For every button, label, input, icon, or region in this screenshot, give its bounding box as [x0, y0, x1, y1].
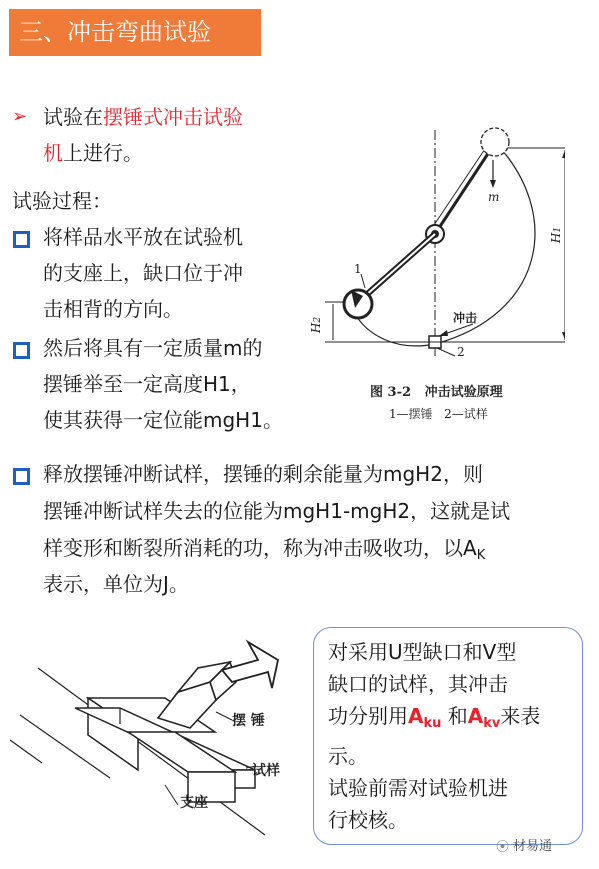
callout-line2: 缺口的试样，其冲击: [328, 672, 508, 696]
callout-line3: [328, 700, 568, 740]
callout-line5: 试验前需对试验机进: [328, 776, 508, 800]
fig1-label-h1: [549, 227, 563, 243]
square-bullet-icon: [13, 342, 30, 359]
intro-line-1: [43, 100, 243, 134]
akv-symbol: [467, 704, 501, 731]
akv-letter: A: [467, 704, 484, 728]
impact-sketch: [10, 620, 310, 850]
bullet2-line2: 摆锤举至一定高度H1，: [43, 372, 251, 396]
bullet1-line1: 将样品水平放在试验机: [43, 225, 243, 249]
fig1-label-m: m: [488, 190, 500, 204]
wechat-icon: ⦿: [496, 840, 510, 855]
callout-line1: 对采用U型缺口和V型: [328, 640, 517, 664]
sketch-label-support: 支座: [180, 795, 208, 811]
h2-sub: 2: [313, 316, 324, 323]
fig1-label-2: 2: [457, 345, 465, 359]
aku-subscript: ku: [423, 716, 442, 731]
sketch-label-hammer: 摆 锤: [232, 713, 265, 729]
aku-letter: A: [408, 704, 424, 728]
h2-letter: H: [309, 322, 324, 334]
h1-letter: H: [549, 232, 564, 244]
fig1-label-1: 1: [354, 262, 362, 276]
square-bullet-icon: [13, 231, 30, 248]
intro-text-2: 上进行。: [63, 141, 143, 165]
figure-caption: 图 3-2 冲击试验原理: [370, 385, 503, 400]
h1-sub: 1: [553, 226, 564, 233]
intro-line-2: [43, 136, 143, 170]
bullet3-line4: 表示，单位为J。: [43, 572, 189, 596]
fig1-label-impact: 冲击: [453, 311, 478, 325]
bullet3-line3-text: 样变形和断裂所消耗的功，称为冲击吸收功，以A: [43, 536, 477, 560]
callout-line3-post: 来表: [500, 704, 541, 728]
watermark-text: 材易通: [513, 839, 553, 854]
bullet2-line3: 使其获得一定位能mgH1。: [43, 408, 283, 432]
arrow-bullet-icon: ➢: [12, 106, 28, 127]
callout-line3-mid: 和: [441, 704, 468, 728]
section-title: 三、冲击弯曲试验: [9, 9, 261, 56]
process-label: 试验过程：: [12, 189, 112, 213]
callout-line6: 行校核。: [328, 808, 408, 832]
intro-highlight: 摆锤式冲击试验: [103, 105, 243, 129]
bullet3-line1: 释放摆锤冲断试样，摆锤的剩余能量为mgH2，则: [43, 462, 483, 486]
ak-subscript: K: [476, 548, 486, 563]
intro-highlight-2: 机: [43, 141, 63, 165]
sketch-label-sample: 试样: [252, 763, 280, 779]
fig1-label-h2: [309, 317, 323, 333]
callout-box: [313, 627, 583, 845]
aku-symbol: [408, 704, 442, 731]
bullet3-line2: 摆锤冲断试样失去的位能为mgH1-mgH2，这就是试: [43, 499, 511, 523]
akv-subscript: kv: [483, 716, 501, 731]
callout-line4: 示。: [328, 744, 368, 768]
bullet1-line3: 击相背的方向。: [43, 297, 183, 321]
pendulum-diagram: [325, 124, 565, 364]
callout-line3-pre: 功分别用: [328, 704, 408, 728]
figure-legend: 1—摆锤 2—试样: [389, 407, 488, 421]
intro-text: 试验在: [43, 105, 103, 129]
square-bullet-icon: [13, 468, 30, 485]
bullet1-line2: 的支座上，缺口位于冲: [43, 261, 243, 285]
bullet2-line1: 然后将具有一定质量m的: [43, 336, 263, 360]
